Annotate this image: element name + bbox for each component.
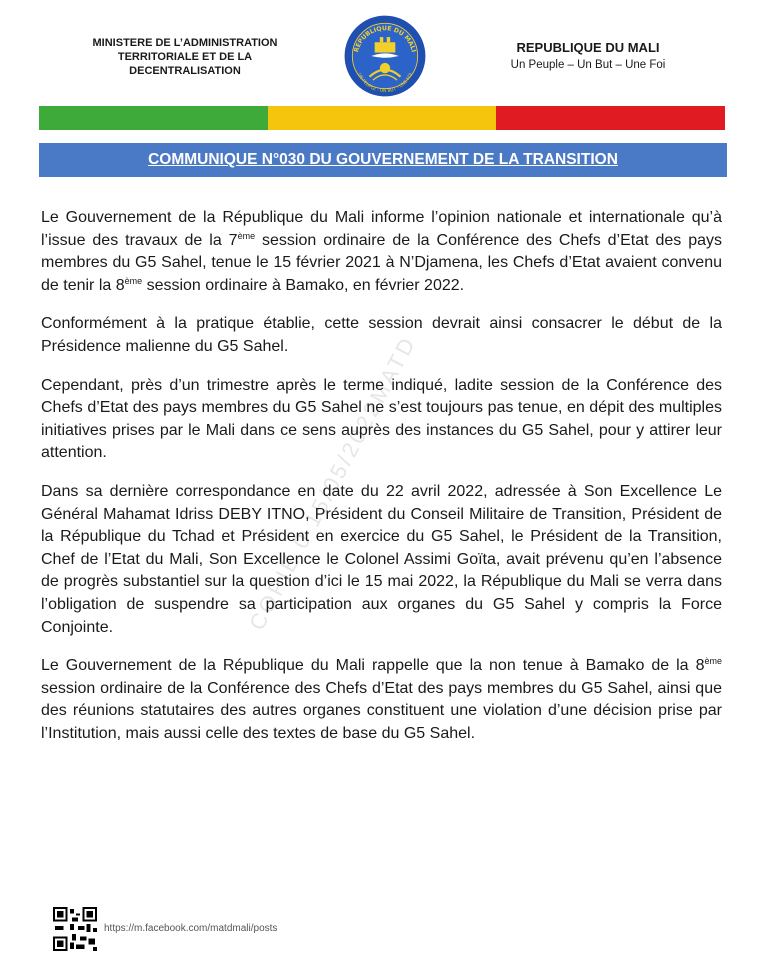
flag-band (39, 106, 725, 130)
paragraph-5 (41, 655, 722, 745)
paragraph-5-part-b: session ordinaire de la Conférence des Chefs d’Etat des pays membres du G5 Sahel, ainsi que des réunions statutaires des autres organes constituent une violation d’une décision prise par l’Institution, mais aussi celle des textes de base du G5 Sahel. (41, 679, 722, 742)
ministry-name (60, 36, 310, 78)
ordinal-suffix: ème (124, 275, 143, 286)
flag-green-stripe (39, 106, 268, 130)
paragraph-3: Cependant, près d’un trimestre après le terme indiqué, ladite session de la Conférence des Chefs d’Etat des pays membres du G5 Sahel ne s’est toujours pas tenue, en dépit des multiples initiatives prises par le Mali dans ce sens auprès des instances du G5 Sahel, pour y attirer leur attention. (41, 376, 722, 462)
ordinal-suffix: ème (704, 656, 722, 667)
paragraph-1-part-c: session ordinaire à Bamako, en février 2022. (142, 276, 465, 294)
paragraph-2: Conformément à la pratique établie, cette session devrait ainsi consacrer le début de la Présidence malienne du G5 Sahel. (41, 315, 722, 355)
coat-of-arms-icon (342, 13, 428, 99)
ministry-line-2: TERRITORIALE ET DE LA (117, 51, 253, 63)
flag-yellow-stripe (268, 106, 497, 130)
paragraph-5-part-a: Le Gouvernement de la République du Mali rappelle que la non tenue à Bamako de la 8 (41, 657, 705, 675)
watermark: COPIE 0 15/05/2022MATD (244, 331, 421, 635)
ministry-line-3: DECENTRALISATION (129, 65, 241, 77)
communique-title: COMMUNIQUE N°030 DU GOUVERNEMENT DE LA TRANSITION (148, 151, 618, 168)
ministry-line-1: MINISTERE DE L’ADMINISTRATION (92, 37, 278, 49)
national-motto: Un Peuple – Un But – Une Foi (510, 59, 666, 71)
flag-red-stripe (496, 106, 725, 130)
republic-name: REPUBLIQUE DU MALI (516, 40, 660, 55)
facebook-link[interactable]: https://m.facebook.com/matdmali/posts (104, 923, 278, 934)
ordinal-suffix: ème (237, 230, 256, 241)
paragraph-4: Dans sa dernière correspondance en date du 22 avril 2022, adressée à Son Excellence Le Général Mahamat Idriss DEBY ITNO, Président du Conseil Militaire de Transition, Président de la République du Tchad et Président en exercice du G5 Sahel, le Président de la Transition, Chef de l’Etat du Mali, Son Excellence le Colonel Assimi Goïta, avait prévenu qu’en l’absence de progrès substantiel sur la question d’ici le 15 mai 2022, la République du Mali se verra dans l’obligation de suspendre sa participation aux organes du G5 Sahel y compris la Force Conjointe. (41, 482, 722, 636)
paragraph-1-part-a: Le Gouvernement de la République du Mali informe l’opinion nationale et internationale qu’à l’issue des travaux de la 7 (41, 209, 722, 249)
qr-code-icon[interactable] (53, 907, 97, 951)
paragraph-1-part-b: session ordinaire de la Conférence des Chefs d’Etat des pays membres du G5 Sahel, tenue le 15 février 2021 à N’Djamena, les Chefs d’Etat avaient convenu de tenir la 8 (41, 231, 723, 294)
republic-header (478, 40, 698, 71)
emblem-bottom-text: UN PEUPLE - UN BUT - UNE FOI (356, 72, 414, 95)
emblem-top-text: REPUBLIQUE DU MALI (353, 25, 417, 54)
communique-body (41, 207, 722, 761)
title-banner (39, 143, 727, 177)
paragraph-1 (41, 207, 722, 297)
